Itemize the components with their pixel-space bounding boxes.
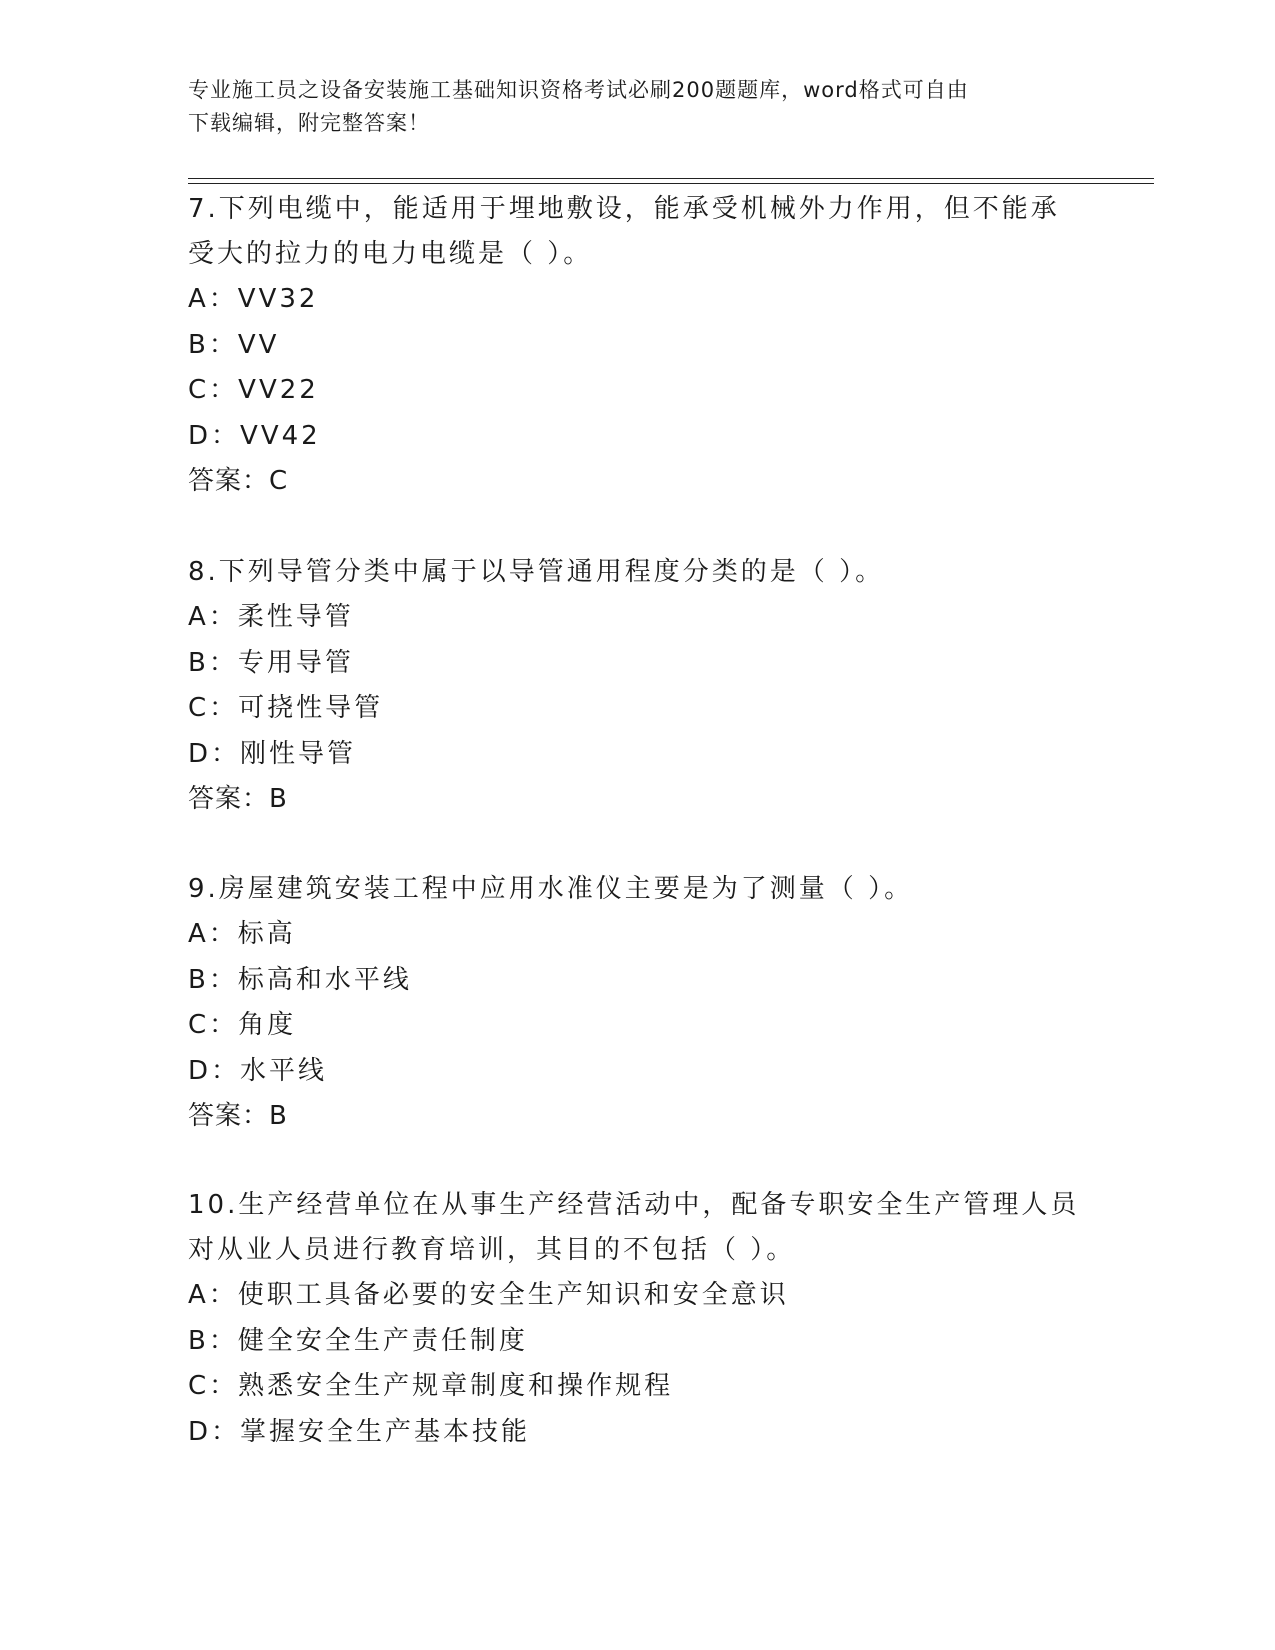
header-divider-top bbox=[188, 178, 1154, 179]
option-key: B： bbox=[188, 964, 238, 995]
option-text: 掌握安全生产基本技能 bbox=[240, 1416, 531, 1447]
question-stem: 9.房屋建筑安装工程中应用水准仪主要是为了测量（ ）。 bbox=[188, 874, 914, 904]
option-a bbox=[188, 912, 1088, 958]
option-key: D： bbox=[188, 1416, 241, 1447]
option-key: C： bbox=[188, 1371, 239, 1401]
option-text: 专用导管 bbox=[237, 647, 354, 678]
option-key: D： bbox=[188, 738, 241, 769]
option-d bbox=[188, 1410, 1088, 1456]
question-stem: 7.下列电缆中，能适用于埋地敷设，能承受机械外力作用，但不能承 bbox=[188, 194, 1060, 224]
header-divider-bottom bbox=[188, 183, 1154, 184]
option-text: VV bbox=[237, 329, 280, 360]
option-key: A： bbox=[188, 1280, 238, 1310]
option-c bbox=[188, 368, 1088, 414]
option-key: B： bbox=[188, 1325, 238, 1356]
option-a bbox=[188, 277, 1088, 323]
option-c bbox=[188, 686, 1088, 732]
option-key: C： bbox=[188, 1010, 239, 1040]
option-text: 可挠性导管 bbox=[238, 693, 384, 723]
question-stem-continued: 受大的拉力的电力电缆是（ ）。 bbox=[188, 239, 593, 269]
option-a bbox=[188, 1273, 1088, 1319]
question-8 bbox=[188, 550, 1088, 822]
option-text: 柔性导管 bbox=[237, 602, 354, 632]
option-text: VV22 bbox=[238, 375, 319, 405]
option-d bbox=[188, 732, 1088, 778]
option-a bbox=[188, 595, 1088, 641]
option-key: D： bbox=[188, 420, 241, 451]
answer-label: 答案：C bbox=[188, 466, 289, 496]
option-c bbox=[188, 1003, 1088, 1049]
option-text: 角度 bbox=[238, 1010, 297, 1040]
question-10 bbox=[188, 1183, 1088, 1455]
header-line-1: 专业施工员之设备安装施工基础知识资格考试必刷200题题库，word格式可自由 bbox=[188, 78, 969, 102]
option-text: VV32 bbox=[237, 284, 319, 314]
option-d bbox=[188, 414, 1088, 460]
option-text: 熟悉安全生产规章制度和操作规程 bbox=[238, 1371, 674, 1401]
answer-label: 答案：B bbox=[188, 784, 288, 814]
question-stem: 8.下列导管分类中属于以导管通用程度分类的是（ ）。 bbox=[188, 557, 885, 587]
option-key: C： bbox=[188, 693, 239, 723]
answer-label: 答案：B bbox=[188, 1101, 288, 1131]
option-text: 刚性导管 bbox=[240, 738, 357, 769]
option-b bbox=[188, 641, 1088, 687]
question-9 bbox=[188, 867, 1088, 1139]
option-key: C： bbox=[188, 375, 239, 405]
option-b bbox=[188, 323, 1088, 369]
option-b bbox=[188, 958, 1088, 1004]
question-stem: 10.生产经营单位在从事生产经营活动中，配备专职安全生产管理人员 bbox=[188, 1190, 1080, 1220]
option-text: VV42 bbox=[240, 420, 321, 451]
option-key: B： bbox=[188, 329, 238, 360]
option-text: 健全安全生产责任制度 bbox=[237, 1325, 528, 1356]
option-text: 使职工具备必要的安全生产知识和安全意识 bbox=[237, 1280, 789, 1310]
question-stem-continued: 对从业人员进行教育培训，其目的不包括（ ）。 bbox=[188, 1235, 796, 1265]
question-7 bbox=[188, 187, 1088, 504]
option-key: B： bbox=[188, 647, 238, 678]
option-key: D： bbox=[188, 1055, 241, 1086]
option-text: 水平线 bbox=[240, 1055, 328, 1086]
option-text: 标高和水平线 bbox=[237, 964, 412, 995]
option-key: A： bbox=[188, 602, 238, 632]
option-key: A： bbox=[188, 284, 238, 314]
option-b bbox=[188, 1319, 1088, 1365]
document-header bbox=[188, 74, 1068, 140]
header-line-2: 下载编辑，附完整答案！ bbox=[188, 111, 430, 135]
option-c bbox=[188, 1364, 1088, 1410]
option-key: A： bbox=[188, 919, 238, 949]
option-d bbox=[188, 1049, 1088, 1095]
option-text: 标高 bbox=[237, 919, 296, 949]
